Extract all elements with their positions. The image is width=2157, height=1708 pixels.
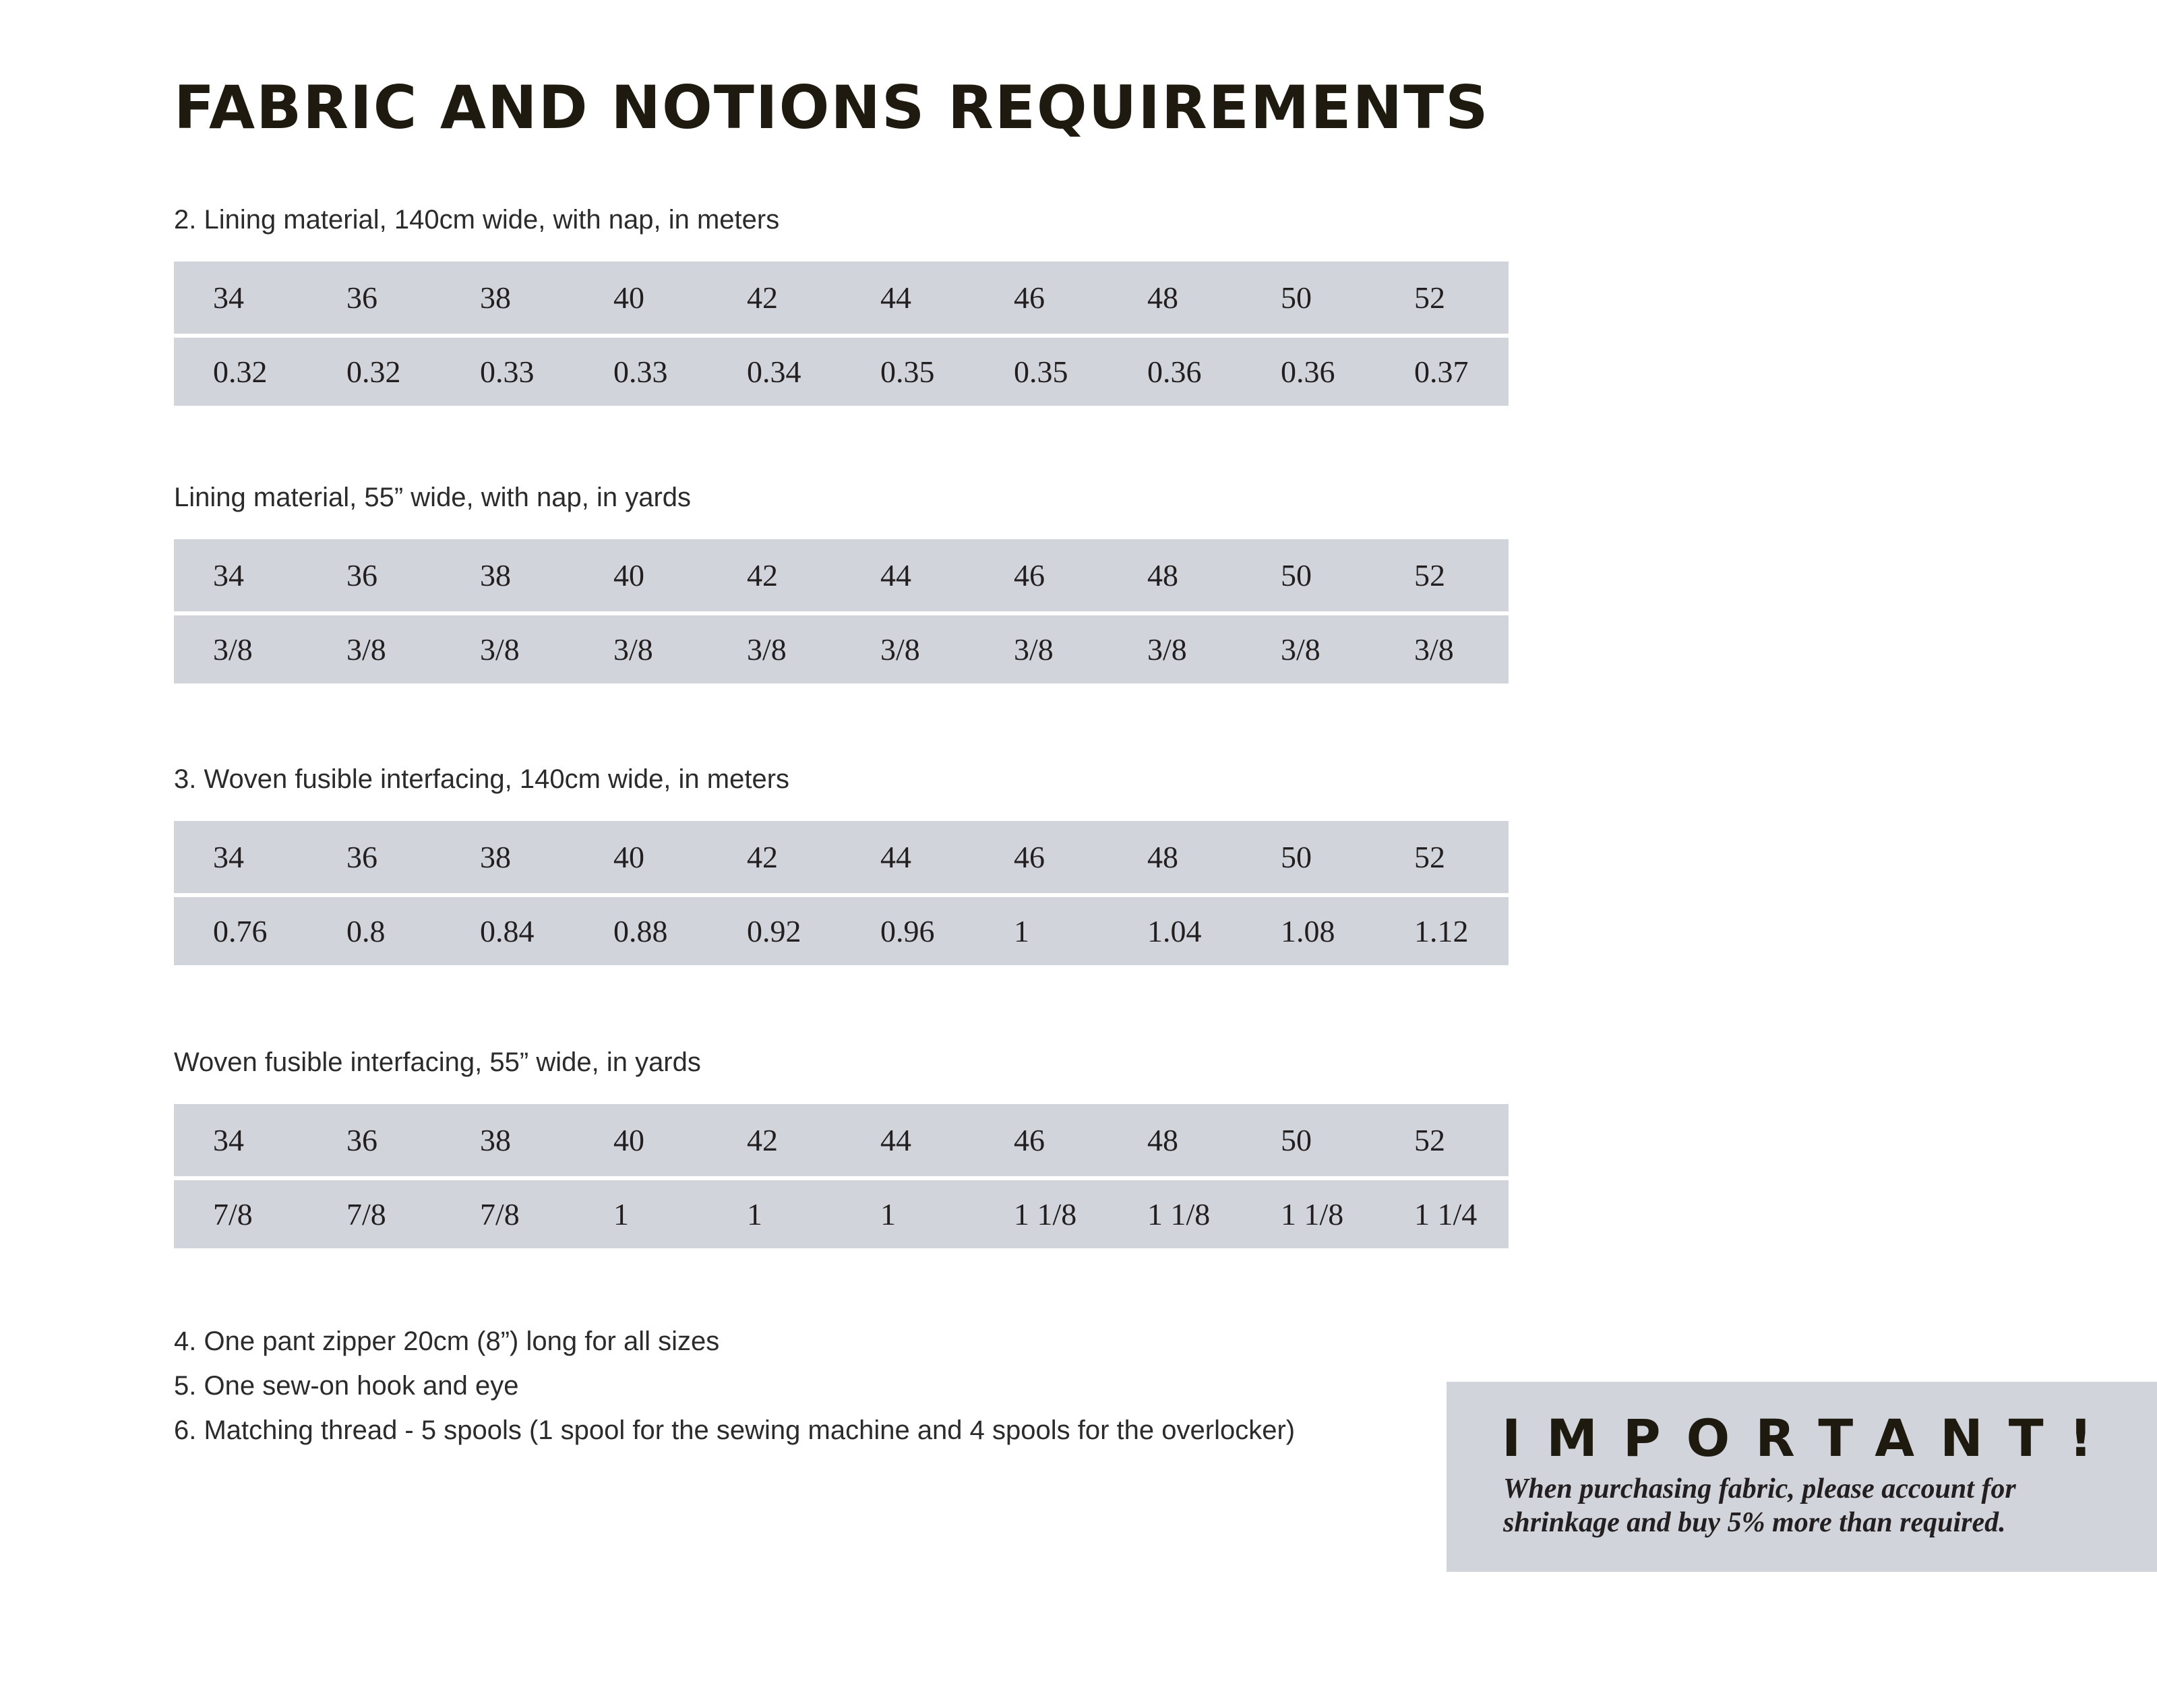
amount-cell: 0.36 — [1281, 355, 1335, 389]
size-cell: 48 — [1147, 558, 1178, 592]
size-cell: 52 — [1414, 558, 1445, 592]
amount-cell: 0.96 — [880, 914, 935, 948]
table-caption: 3. Woven fusible interfacing, 140cm wide, in meters — [174, 764, 790, 794]
amount-cell: 0.84 — [480, 914, 535, 948]
amount-cell: 1 1/4 — [1414, 1197, 1478, 1231]
size-header-row — [174, 821, 1509, 893]
size-table — [174, 821, 1509, 965]
table-section-interfacing-meters — [174, 766, 1509, 965]
amount-cell: 0.35 — [1014, 355, 1068, 389]
amount-cell: 0.36 — [1147, 355, 1202, 389]
note-thread: 6. Matching thread - 5 spools (1 spool for the sewing machine and 4 spools for the overlocker) — [174, 1415, 1296, 1445]
amount-cell: 7/8 — [480, 1197, 520, 1231]
amount-cell: 0.76 — [213, 914, 268, 948]
amount-cell: 3/8 — [480, 632, 520, 667]
important-heading: IMPORTANT! — [1502, 1408, 2119, 1468]
amount-row — [174, 1180, 1509, 1248]
size-cell: 48 — [1147, 1123, 1178, 1157]
amount-cell: 0.34 — [747, 355, 801, 389]
size-cell: 50 — [1281, 280, 1312, 315]
size-cell: 50 — [1281, 1123, 1312, 1157]
size-cell: 48 — [1147, 840, 1178, 874]
amount-cell: 3/8 — [346, 632, 386, 667]
size-cell: 52 — [1414, 280, 1445, 315]
size-cell: 36 — [346, 1123, 377, 1157]
size-cell: 40 — [613, 280, 644, 315]
amount-cell: 1 — [747, 1197, 762, 1231]
size-cell: 46 — [1014, 280, 1045, 315]
size-cell: 42 — [747, 280, 778, 315]
amount-row — [174, 338, 1509, 406]
size-cell: 38 — [480, 558, 511, 592]
amount-cell: 7/8 — [213, 1197, 253, 1231]
size-cell: 38 — [480, 1123, 511, 1157]
table-section-lining-yards — [174, 484, 1509, 683]
size-table — [174, 539, 1509, 683]
size-cell: 50 — [1281, 840, 1312, 874]
amount-cell: 1 — [880, 1197, 896, 1231]
table-section-interfacing-yards — [174, 1049, 1509, 1248]
size-cell: 50 — [1281, 558, 1312, 592]
size-table — [174, 262, 1509, 406]
note-hook-and-eye: 5. One sew-on hook and eye — [174, 1371, 519, 1401]
amount-cell: 0.92 — [747, 914, 801, 948]
table-section-lining-meters — [174, 206, 1509, 406]
amount-cell: 3/8 — [1414, 632, 1454, 667]
size-table — [174, 1104, 1509, 1248]
amount-cell: 3/8 — [880, 632, 920, 667]
amount-cell: 3/8 — [1281, 632, 1320, 667]
size-cell: 44 — [880, 280, 911, 315]
size-cell: 52 — [1414, 840, 1445, 874]
amount-cell: 3/8 — [213, 632, 253, 667]
size-header-row — [174, 262, 1509, 334]
size-header-row — [174, 1104, 1509, 1176]
size-cell: 44 — [880, 1123, 911, 1157]
size-cell: 36 — [346, 840, 377, 874]
amount-cell: 0.33 — [613, 355, 668, 389]
amount-cell: 0.37 — [1414, 355, 1469, 389]
amount-cell: 3/8 — [747, 632, 787, 667]
table-caption: 2. Lining material, 140cm wide, with nap, in meters — [174, 205, 780, 235]
amount-cell: 1 — [1014, 914, 1029, 948]
important-text: When purchasing fabric, please account for shrinkage and buy 5% more than required. — [1503, 1473, 2016, 1538]
size-cell: 46 — [1014, 1123, 1045, 1157]
important-callout — [1447, 1382, 2157, 1572]
amount-cell: 0.32 — [346, 355, 401, 389]
amount-cell: 3/8 — [613, 632, 653, 667]
note-zipper: 4. One pant zipper 20cm (8”) long for all sizes — [174, 1326, 720, 1356]
amount-cell: 0.8 — [346, 914, 386, 948]
amount-cell: 1 1/8 — [1281, 1197, 1344, 1231]
page-title: FABRIC AND NOTIONS REQUIREMENTS — [174, 73, 1490, 142]
size-cell: 34 — [213, 280, 244, 315]
size-cell: 42 — [747, 558, 778, 592]
size-cell: 34 — [213, 1123, 244, 1157]
amount-row — [174, 897, 1509, 965]
table-caption: Woven fusible interfacing, 55” wide, in yards — [174, 1047, 701, 1077]
amount-cell: 7/8 — [346, 1197, 386, 1231]
table-caption: Lining material, 55” wide, with nap, in yards — [174, 483, 692, 512]
size-cell: 34 — [213, 840, 244, 874]
size-cell: 48 — [1147, 280, 1178, 315]
size-cell: 38 — [480, 280, 511, 315]
size-cell: 52 — [1414, 1123, 1445, 1157]
size-cell: 44 — [880, 558, 911, 592]
size-cell: 42 — [747, 840, 778, 874]
notions-list — [174, 1325, 1295, 1459]
size-cell: 42 — [747, 1123, 778, 1157]
amount-cell: 3/8 — [1014, 632, 1054, 667]
amount-cell: 3/8 — [1147, 632, 1187, 667]
size-header-row — [174, 539, 1509, 611]
amount-cell: 1.08 — [1281, 914, 1335, 948]
amount-cell: 0.33 — [480, 355, 535, 389]
amount-cell: 0.88 — [613, 914, 668, 948]
amount-cell: 0.32 — [213, 355, 268, 389]
size-cell: 40 — [613, 558, 644, 592]
amount-row — [174, 615, 1509, 683]
amount-cell: 0.35 — [880, 355, 935, 389]
size-cell: 38 — [480, 840, 511, 874]
amount-cell: 1.04 — [1147, 914, 1202, 948]
size-cell: 44 — [880, 840, 911, 874]
size-cell: 40 — [613, 1123, 644, 1157]
size-cell: 46 — [1014, 558, 1045, 592]
amount-cell: 1.12 — [1414, 914, 1469, 948]
amount-cell: 1 1/8 — [1147, 1197, 1211, 1231]
size-cell: 36 — [346, 280, 377, 315]
size-cell: 46 — [1014, 840, 1045, 874]
size-cell: 40 — [613, 840, 644, 874]
amount-cell: 1 — [613, 1197, 629, 1231]
size-cell: 36 — [346, 558, 377, 592]
size-cell: 34 — [213, 558, 244, 592]
amount-cell: 1 1/8 — [1014, 1197, 1077, 1231]
